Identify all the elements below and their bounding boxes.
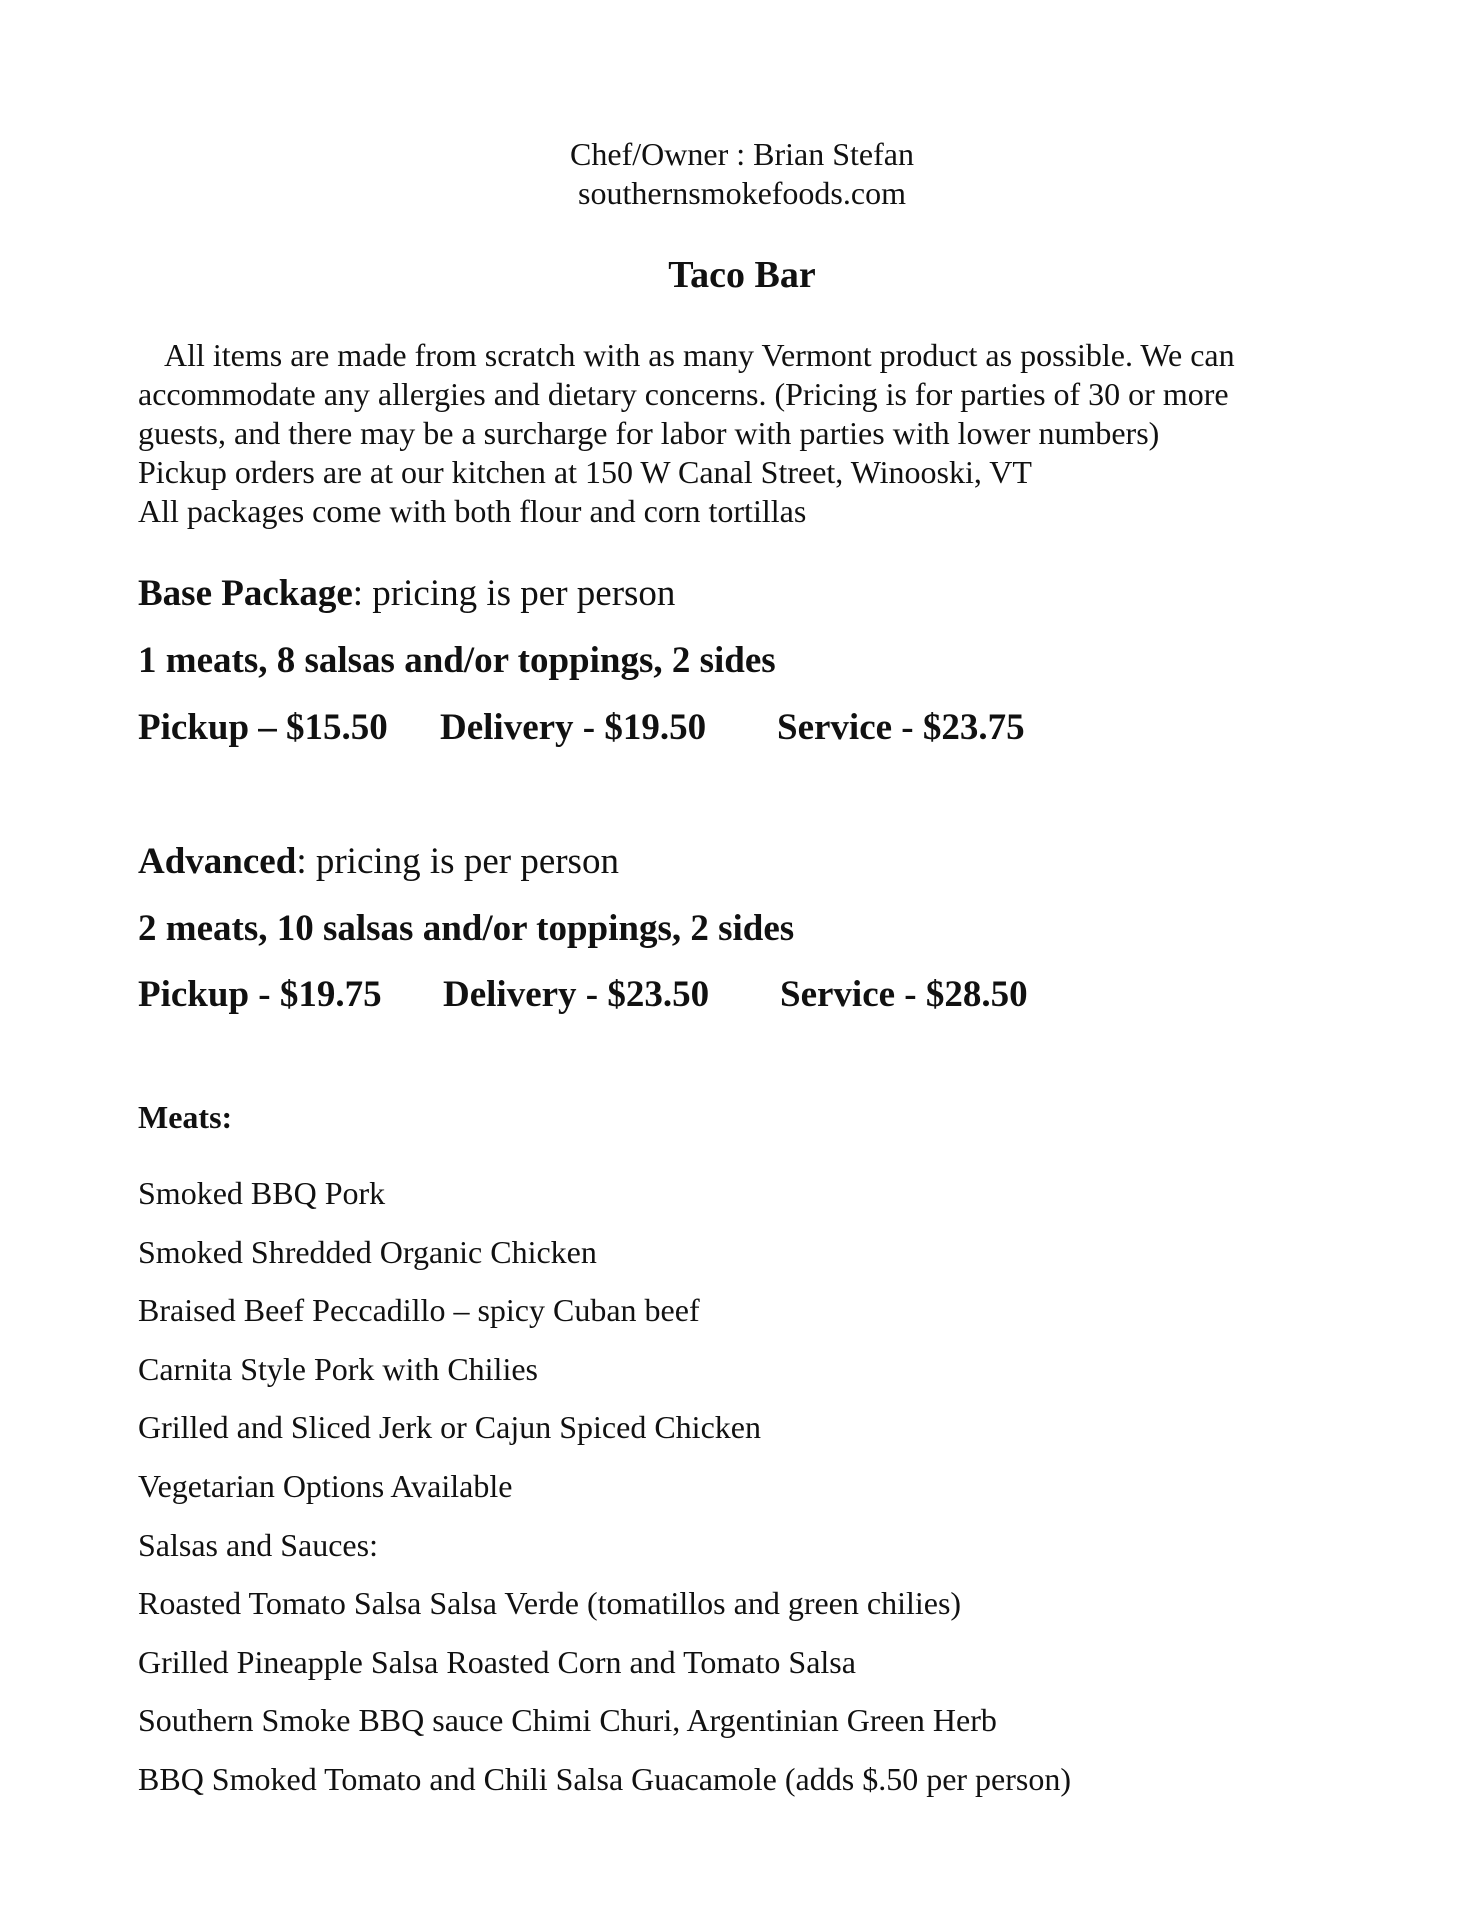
base-package-contents: 1 meats, 8 salsas and/or toppings, 2 sides <box>138 640 776 681</box>
advanced-pickup-price: Pickup - $19.75 <box>138 974 382 1015</box>
list-item: Vegetarian Options Available <box>138 1467 513 1504</box>
list-item: Roasted Tomato Salsa Salsa Verde (tomatillos and green chilies) <box>138 1585 962 1622</box>
list-item: Salsas and Sauces: <box>138 1526 378 1563</box>
advanced-package-contents: 2 meats, 10 salsas and/or toppings, 2 sides <box>138 908 795 949</box>
pricing-note: : pricing is per person <box>352 573 676 614</box>
meats-heading: Meats: <box>138 1099 233 1135</box>
meats-list <box>138 1174 1071 1819</box>
list-item: Grilled and Sliced Jerk or Cajun Spiced Chicken <box>138 1409 761 1446</box>
list-item: Grilled Pineapple Salsa Roasted Corn and Tomato Salsa <box>138 1643 856 1680</box>
base-package-heading <box>138 572 675 616</box>
website-text: southernsmokefoods.com <box>578 175 906 211</box>
base-delivery-price: Delivery - $19.50 <box>440 707 707 748</box>
intro-line: Pickup orders are at our kitchen at 150 W Canal Street, Winooski, VT <box>138 454 1032 490</box>
owner-line: Chef/Owner : Brian Stefan <box>570 136 914 172</box>
list-item: Carnita Style Pork with Chilies <box>138 1350 538 1387</box>
page-title: Taco Bar <box>668 254 816 296</box>
intro-line: All packages come with both flour and corn tortillas <box>138 493 807 529</box>
package-name: Base Package <box>138 573 353 614</box>
list-item: Smoked Shredded Organic Chicken <box>138 1233 597 1270</box>
package-name: Advanced <box>138 841 297 882</box>
advanced-delivery-price: Delivery - $23.50 <box>443 974 710 1015</box>
list-item: Southern Smoke BBQ sauce Chimi Churi, Argentinian Green Herb <box>138 1702 997 1739</box>
base-service-price: Service - $23.75 <box>777 707 1025 748</box>
advanced-service-price: Service - $28.50 <box>780 974 1028 1015</box>
intro-paragraph <box>138 336 1358 531</box>
intro-line: accommodate any allergies and dietary concerns. (Pricing is for parties of 30 or more <box>138 376 1229 412</box>
list-item: Braised Beef Peccadillo – spicy Cuban beef <box>138 1292 700 1329</box>
base-pickup-price: Pickup – $15.50 <box>138 707 388 748</box>
list-item: Smoked BBQ Pork <box>138 1175 386 1211</box>
advanced-package-heading <box>138 840 619 884</box>
intro-line: All items are made from scratch with as many Vermont product as possible. We can <box>164 337 1235 373</box>
pricing-note: : pricing is per person <box>296 841 619 882</box>
list-item: BBQ Smoked Tomato and Chili Salsa Guacamole (adds $.50 per person) <box>138 1760 1072 1797</box>
intro-line: guests, and there may be a surcharge for labor with parties with lower numbers) <box>138 415 1160 451</box>
